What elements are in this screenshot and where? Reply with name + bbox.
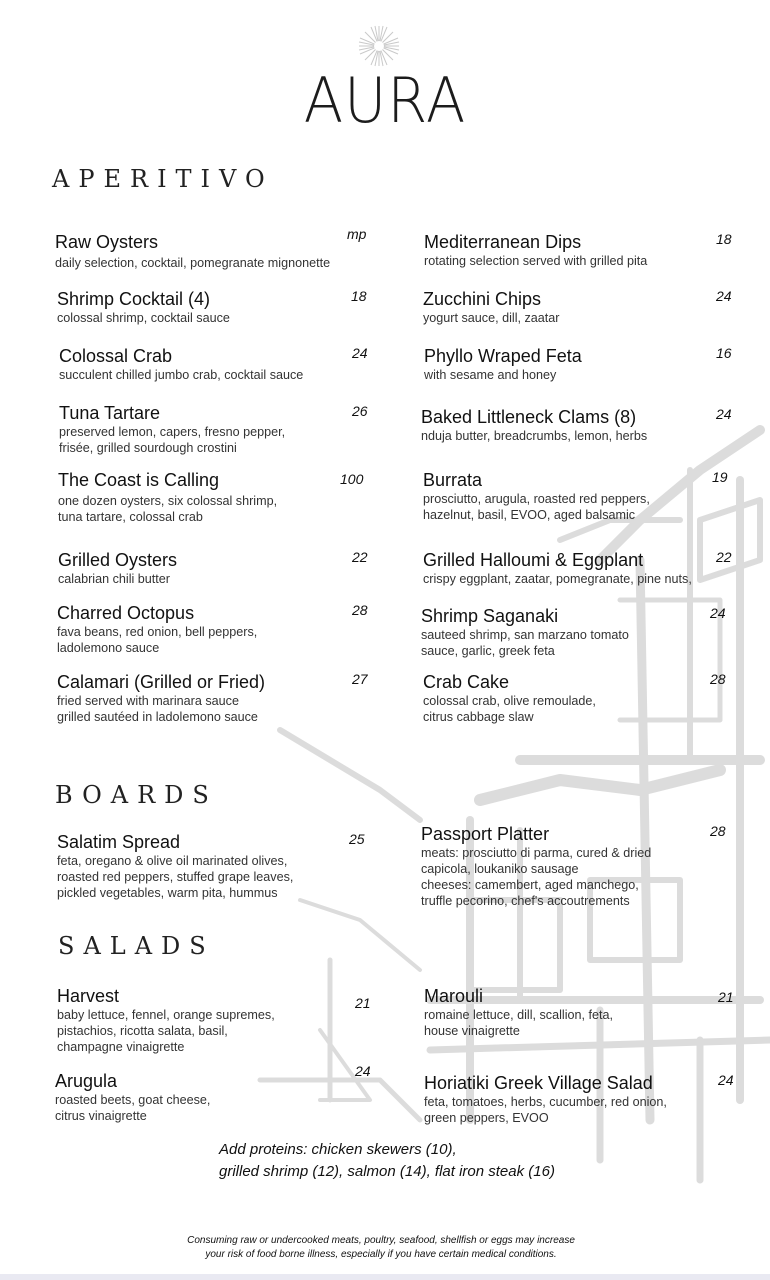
menu-item — [55, 1070, 385, 1124]
item-description: feta, tomatoes, herbs, cucumber, red onion, green peppers, EVOO — [424, 1095, 667, 1125]
item-price: 24 — [716, 288, 732, 304]
item-price: 21 — [718, 989, 734, 1005]
item-description: one dozen oysters, six colossal shrimp, tuna tartare, colossal crab — [58, 494, 278, 524]
section-title-aperitivo: APERITIVO — [52, 165, 274, 193]
menu-item — [424, 1072, 754, 1126]
item-name: Horiatiki Greek Village Salad — [424, 1073, 653, 1093]
menu-item — [421, 605, 751, 659]
item-description: crispy eggplant, zaatar, pomegranate, pine nuts, — [423, 572, 692, 586]
item-description: yogurt sauce, dill, zaatar — [423, 311, 560, 325]
item-name: Phyllo Wraped Feta — [424, 346, 582, 366]
item-name: Shrimp Saganaki — [421, 606, 559, 626]
item-price: 19 — [712, 469, 728, 485]
item-name: Passport Platter — [421, 824, 550, 844]
proteins-note: Add proteins: chicken skewers (10), grilled shrimp (12), salmon (14), flat iron steak (16) — [219, 1141, 555, 1180]
menu-item — [59, 345, 389, 383]
menu-item — [57, 288, 387, 326]
item-price: 24 — [710, 605, 726, 621]
menu-item — [57, 831, 387, 901]
item-price: 24 — [355, 1063, 371, 1079]
item-name: Marouli — [424, 986, 484, 1006]
item-name: Raw Oysters — [55, 232, 159, 252]
item-name: The Coast is Calling — [58, 470, 220, 490]
item-name: Harvest — [57, 986, 120, 1006]
item-description: colossal shrimp, cocktail sauce — [57, 311, 230, 325]
item-name: Crab Cake — [423, 672, 510, 692]
item-description: rotating selection served with grilled pita — [424, 254, 648, 268]
menu-item — [57, 985, 387, 1055]
item-description: fried served with marinara sauce grilled sautéed in ladolemono sauce — [57, 694, 258, 724]
item-description: sauteed shrimp, san marzano tomato sauce, garlic, greek feta — [421, 628, 629, 658]
section-title-boards: BOARDS — [55, 781, 218, 809]
item-name: Baked Littleneck Clams (8) — [421, 407, 637, 427]
menu-item — [58, 549, 388, 587]
item-description: calabrian chili butter — [58, 572, 171, 586]
item-price: mp — [347, 226, 367, 242]
item-price: 26 — [352, 403, 368, 419]
health-disclaimer: Consuming raw or undercooked meats, poultry, seafood, shellfish or eggs may increase your risk of food borne illness, especially if you have certain medical conditions. — [187, 1235, 575, 1260]
item-description: colossal crab, olive remoulade, citrus cabbage slaw — [423, 694, 596, 724]
menu-item — [423, 288, 753, 326]
item-price: 18 — [351, 288, 367, 304]
menu-item — [423, 671, 753, 725]
menu-item — [424, 345, 754, 383]
item-price: 28 — [710, 671, 726, 687]
item-description: with sesame and honey — [424, 368, 557, 382]
item-price: 24 — [352, 345, 368, 361]
item-name: Mediterranean Dips — [424, 232, 582, 252]
item-description: fava beans, red onion, bell peppers, ladolemono sauce — [57, 625, 258, 655]
item-name: Arugula — [55, 1071, 118, 1091]
item-price: 100 — [340, 471, 364, 487]
menu-item — [424, 231, 754, 269]
item-name: Salatim Spread — [57, 832, 181, 852]
menu-item — [421, 406, 751, 444]
item-description: preserved lemon, capers, fresno pepper, frisée, grilled sourdough crostini — [59, 425, 286, 455]
item-description: daily selection, cocktail, pomegranate mignonette — [55, 256, 331, 270]
menu-item — [59, 402, 389, 456]
menu-item — [57, 671, 387, 725]
item-name: Grilled Oysters — [58, 550, 178, 570]
item-price: 27 — [352, 671, 368, 687]
menu-item — [424, 985, 754, 1039]
item-description: prosciutto, arugula, roasted red peppers, hazelnut, basil, EVOO, aged balsamic — [423, 492, 650, 522]
item-name: Calamari (Grilled or Fried) — [57, 672, 266, 692]
item-price: 22 — [716, 549, 732, 565]
item-price: 24 — [718, 1072, 734, 1088]
item-name: Burrata — [423, 470, 483, 490]
menu-item — [421, 823, 751, 909]
item-description: feta, oregano & olive oil marinated olives, roasted red peppers, stuffed grape leaves, pickled vegetables, warm pita, hummus — [57, 854, 294, 900]
sunburst-icon — [357, 24, 401, 68]
section-title-salads: SALADS — [58, 932, 215, 960]
item-description: nduja butter, breadcrumbs, lemon, herbs — [421, 429, 648, 443]
item-price: 16 — [716, 345, 732, 361]
menu-item — [423, 549, 753, 587]
item-price: 24 — [716, 406, 732, 422]
item-price: 21 — [355, 995, 371, 1011]
item-price: 25 — [349, 831, 365, 847]
item-description: succulent chilled jumbo crab, cocktail sauce — [59, 368, 304, 382]
item-name: Colossal Crab — [59, 346, 173, 366]
item-description: roasted beets, goat cheese, citrus vinaigrette — [55, 1093, 211, 1123]
item-name: Shrimp Cocktail (4) — [57, 289, 211, 309]
item-price: 22 — [352, 549, 368, 565]
item-description: meats: prosciutto di parma, cured & dried capicola, loukaniko sausage cheeses: camembert, aged manchego, truffle pecorino, chef's accoutrements — [421, 846, 652, 908]
item-description: baby lettuce, fennel, orange supremes, pistachios, ricotta salata, basil, champagne vinaigrette — [57, 1008, 275, 1054]
item-name: Grilled Halloumi & Eggplant — [423, 550, 644, 570]
menu-item — [57, 602, 387, 656]
menu-item — [58, 469, 388, 525]
menu-item — [423, 469, 753, 523]
item-name: Zucchini Chips — [423, 289, 542, 309]
menu-item — [55, 231, 385, 271]
item-price: 18 — [716, 231, 732, 247]
brand-name: AURA — [303, 64, 467, 137]
item-name: Charred Octopus — [57, 603, 195, 623]
item-price: 28 — [352, 602, 368, 618]
item-description: romaine lettuce, dill, scallion, feta, house vinaigrette — [424, 1008, 613, 1038]
item-name: Tuna Tartare — [59, 403, 161, 423]
item-price: 28 — [710, 823, 726, 839]
